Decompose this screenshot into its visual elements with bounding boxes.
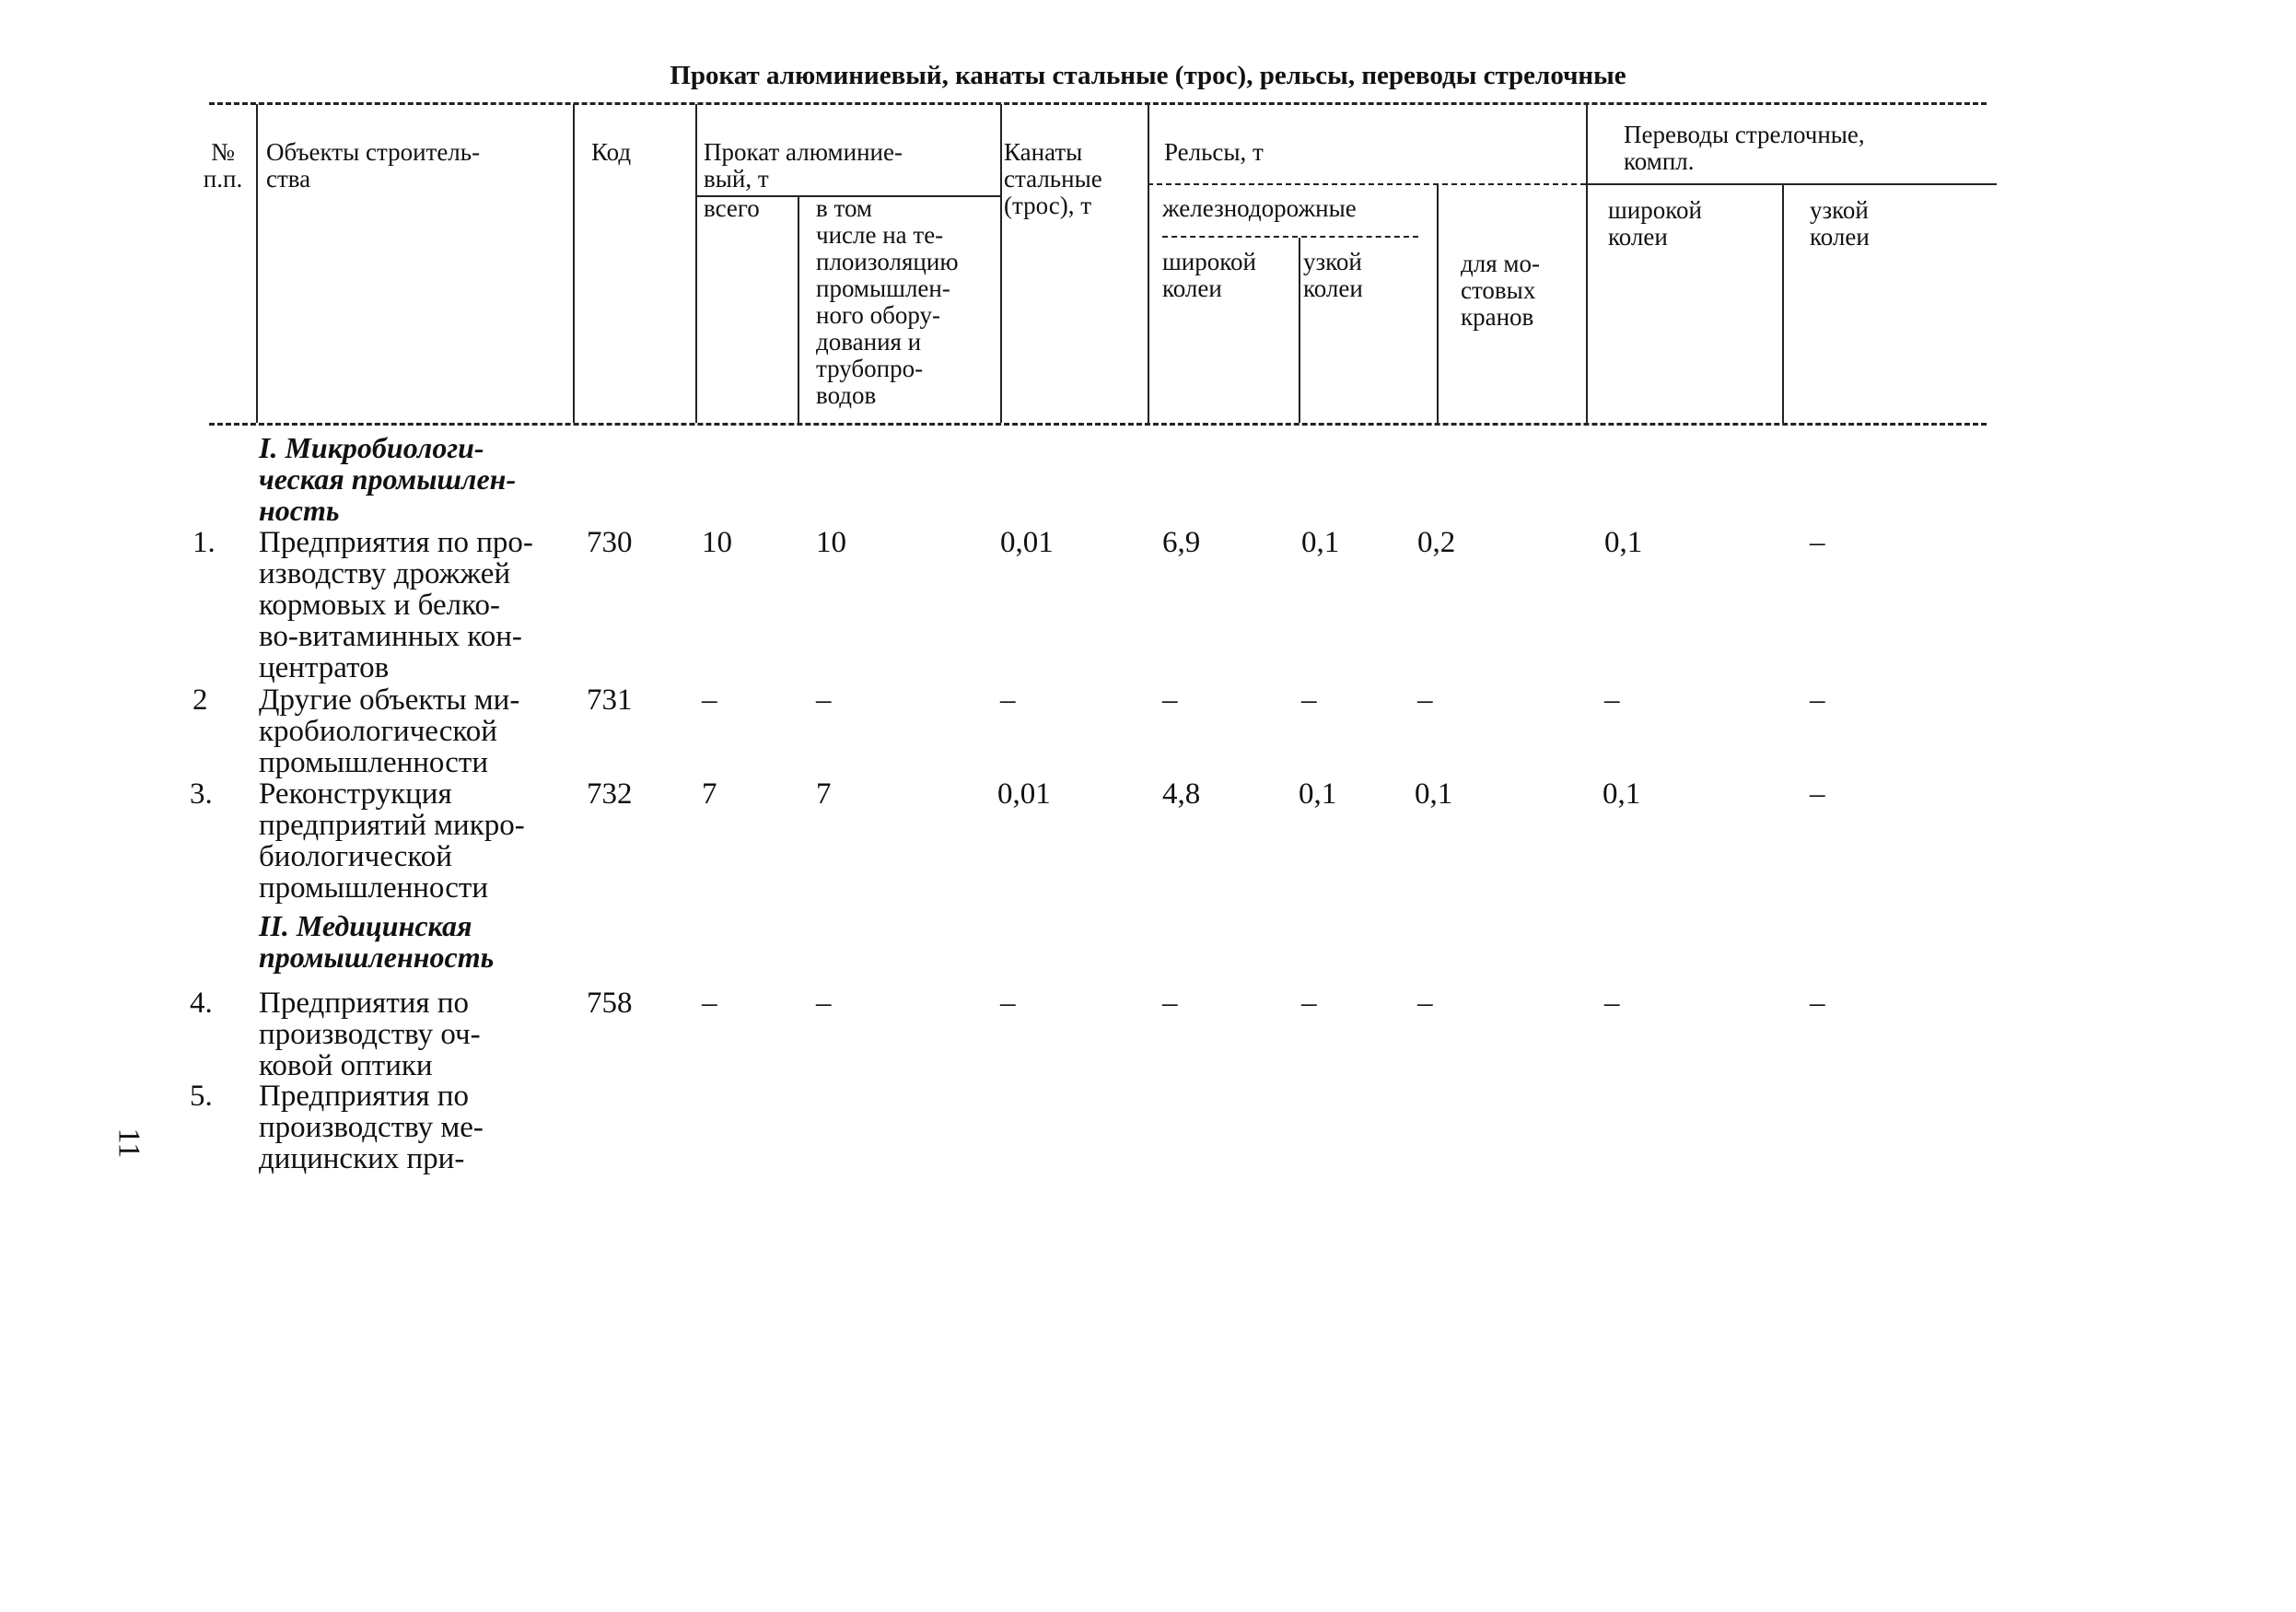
header-code: Код xyxy=(591,138,632,166)
col-sep-alum xyxy=(695,104,697,423)
row-name: Реконструкция предприятий микро- биологической промышленности xyxy=(259,777,525,905)
col-sep-sw-narrow xyxy=(1782,183,1784,423)
header-cables: Канаты стальные (трос), т xyxy=(1004,138,1102,219)
col-sep-rails-narrow xyxy=(1299,238,1300,423)
row-value: – xyxy=(816,683,832,717)
row-num: 1. xyxy=(192,526,216,559)
page-number: 11 xyxy=(111,1127,146,1159)
header-alum-total: всего xyxy=(704,194,760,222)
header-rails-rr: железнодорожные xyxy=(1162,194,1357,222)
header-rails-narrow: узкой колеи xyxy=(1303,248,1363,302)
row-code: 731 xyxy=(587,683,633,717)
row-value: – xyxy=(1604,683,1620,717)
col-sep-switches xyxy=(1586,104,1588,423)
row-value: 7 xyxy=(816,777,832,811)
col-sep-rails-cranes xyxy=(1437,183,1439,423)
row-value: – xyxy=(816,987,832,1020)
row-num: 5. xyxy=(190,1080,213,1113)
row-value: – xyxy=(1162,987,1178,1020)
row-value: 0,1 xyxy=(1299,777,1337,811)
header-top-rule xyxy=(209,102,1987,105)
row-value: 0,01 xyxy=(1000,526,1054,559)
row-name: Предприятия по производству ме- дицинских при- xyxy=(259,1080,484,1175)
row-code: 730 xyxy=(587,526,633,559)
col-sep-cables xyxy=(1000,104,1002,423)
row-value: 0,1 xyxy=(1603,777,1641,811)
row-value: – xyxy=(1162,683,1178,717)
row-value: – xyxy=(1000,683,1016,717)
section-heading: II. Медицинская промышленность xyxy=(259,909,495,974)
row-value: – xyxy=(1000,987,1016,1020)
row-code: 758 xyxy=(587,987,633,1020)
rr-subheader-rule xyxy=(1162,236,1418,238)
row-value: 0,2 xyxy=(1417,526,1456,559)
header-bottom-rule xyxy=(209,423,1987,426)
col-sep-objects xyxy=(256,104,258,423)
row-value: 0,01 xyxy=(997,777,1051,811)
row-value: – xyxy=(1301,987,1317,1020)
header-num: № п.п. xyxy=(203,138,243,193)
row-value: 10 xyxy=(816,526,846,559)
row-value: – xyxy=(1810,526,1825,559)
table-title: Прокат алюминиевый, канаты стальные (трос), рельсы, переводы стрелочные xyxy=(670,61,1626,90)
row-value: 0,1 xyxy=(1604,526,1643,559)
col-sep-code xyxy=(573,104,575,423)
switches-subheader-rule xyxy=(1586,183,1997,185)
row-value: – xyxy=(702,683,717,717)
header-sw-wide: широкой колеи xyxy=(1608,196,1702,251)
header-rails-cranes: для мо- стовых кранов xyxy=(1461,250,1540,331)
row-value: – xyxy=(702,987,717,1020)
row-value: – xyxy=(1810,683,1825,717)
row-value: – xyxy=(1301,683,1317,717)
row-value: – xyxy=(1417,683,1433,717)
rails-subheader-rule xyxy=(1148,183,1586,185)
col-sep-rails xyxy=(1148,104,1149,423)
row-value: – xyxy=(1810,987,1825,1020)
row-value: – xyxy=(1810,777,1825,811)
row-value: 10 xyxy=(702,526,732,559)
header-alum: Прокат алюминие- вый, т xyxy=(704,138,903,193)
row-value: 4,8 xyxy=(1162,777,1201,811)
row-value: – xyxy=(1604,987,1620,1020)
row-value: 6,9 xyxy=(1162,526,1201,559)
row-value: 0,1 xyxy=(1415,777,1453,811)
row-value: – xyxy=(1417,987,1433,1020)
row-code: 732 xyxy=(587,777,633,811)
header-rails-wide: широкой колеи xyxy=(1162,248,1256,302)
row-value: 7 xyxy=(702,777,717,811)
header-sw-narrow: узкой колеи xyxy=(1810,196,1870,251)
header-rails: Рельсы, т xyxy=(1164,138,1264,166)
row-name: Другие объекты ми- кробиологической промышленности xyxy=(259,683,520,779)
header-objects: Объекты строитель- ства xyxy=(266,138,481,193)
section-heading: I. Микробиологи- ческая промышлен- ность xyxy=(259,431,517,527)
row-value: 0,1 xyxy=(1301,526,1340,559)
col-sep-alum-incl xyxy=(798,197,799,423)
row-name: Предприятия по про- изводству дрожжей кормовых и белко- во-витаминных кон- центратов xyxy=(259,526,533,684)
row-num: 2 xyxy=(192,683,208,717)
row-num: 3. xyxy=(190,777,213,811)
row-num: 4. xyxy=(190,987,213,1020)
header-switches: Переводы стрелочные, компл. xyxy=(1624,121,1865,175)
row-name: Предприятия по производству оч- ковой оптики xyxy=(259,987,481,1082)
header-alum-incl: в том числе на те- плоизоляцию промышлен- ного обору- дования и трубопро- водов xyxy=(816,194,959,409)
